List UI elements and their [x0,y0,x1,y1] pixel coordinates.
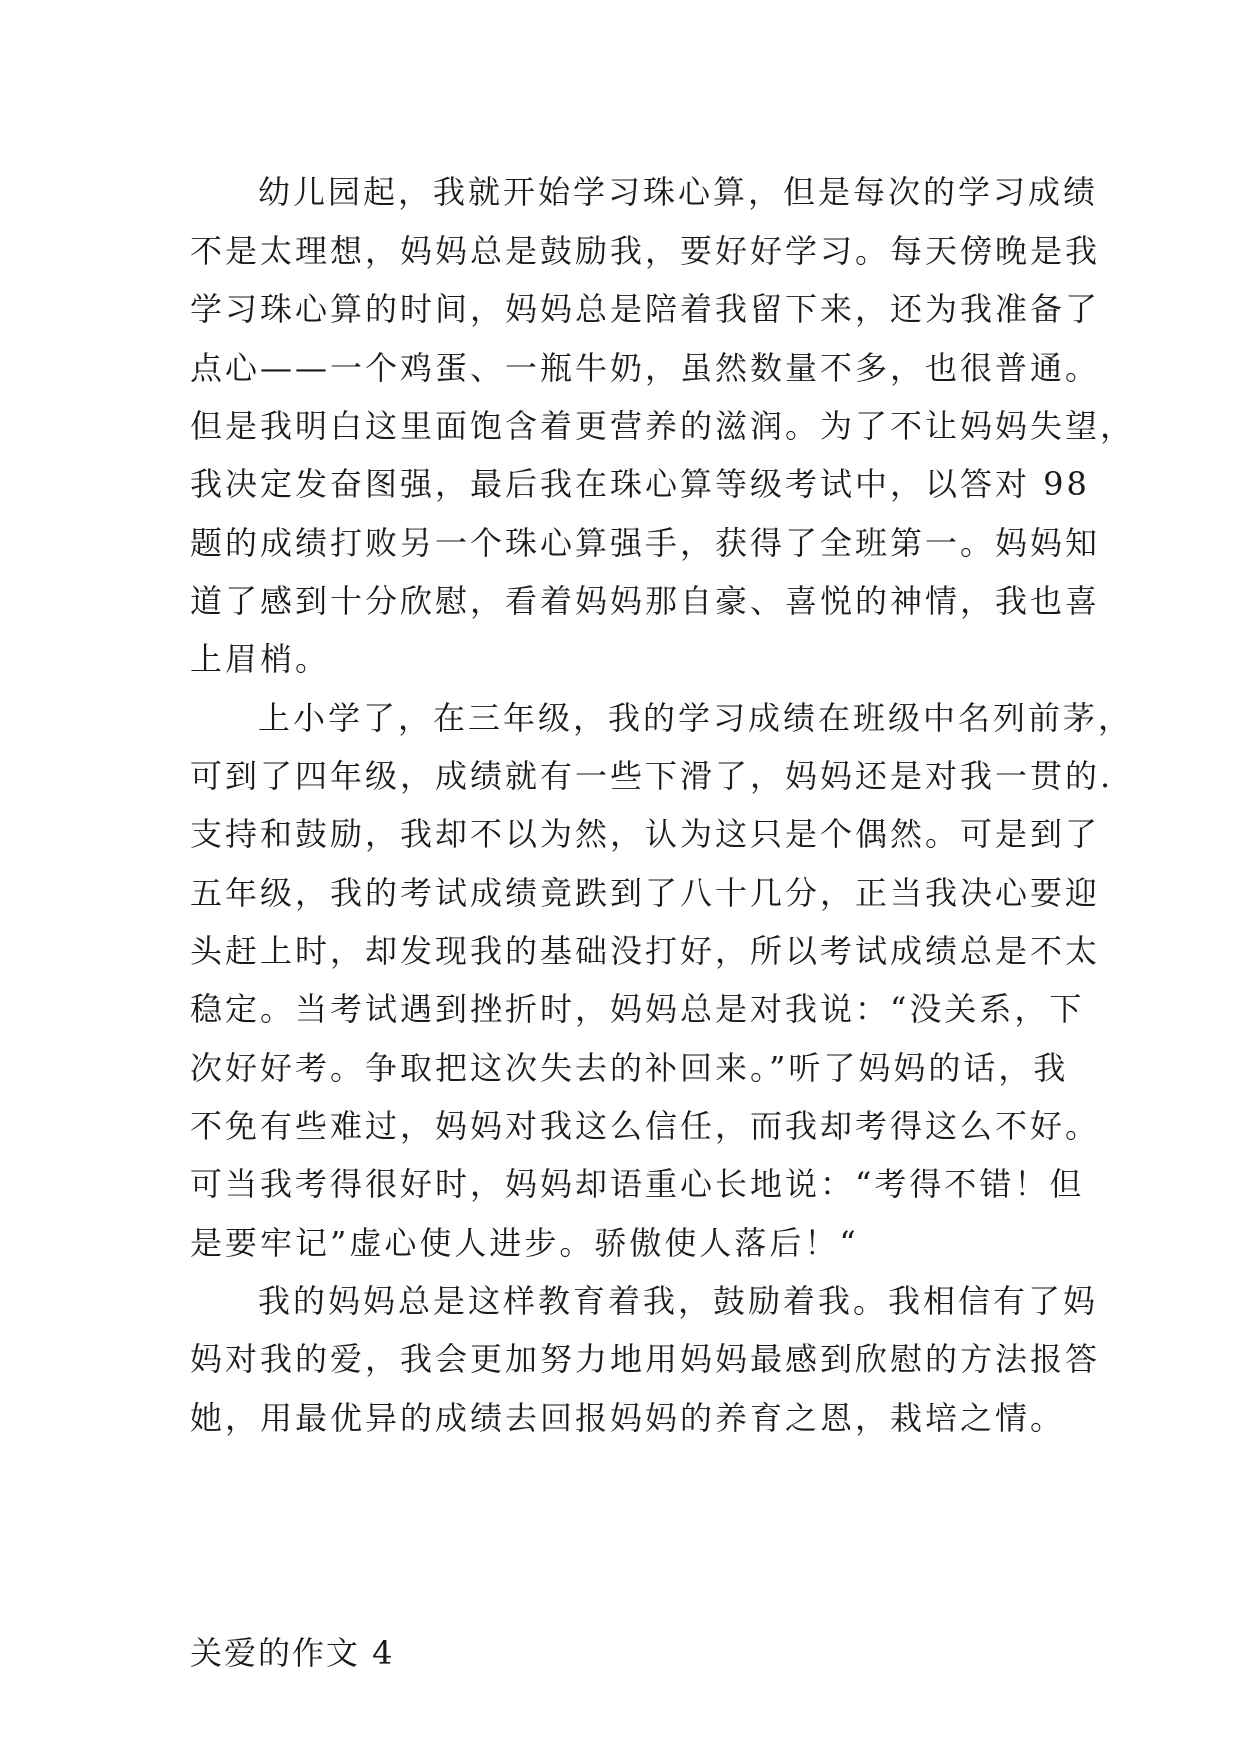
text-line-14: 头赶上时，却发现我的基础没打好，所以考试成绩总是不太 [190,932,1101,970]
text-line-9: 上眉梢。 [190,640,331,678]
text-line-18: 可当我考得很好时，妈妈却语重心长地说：“考得不错！但 [190,1165,1085,1203]
text-line-22: 她，用最优异的成绩去回报妈妈的养育之恩，栽培之情。 [190,1399,1066,1437]
text-line-7: 题的成绩打败另一个珠心算强手，获得了全班第一。妈妈知 [190,524,1101,562]
text-line-6: 我决定发奋图强，最后我在珠心算等级考试中，以答对 98 [190,465,1090,503]
text-line-5: 但是我明白这里面饱含着更营养的滋润。为了不让妈妈失望， [190,407,1136,445]
text-line-2: 不是太理想，妈妈总是鼓励我，要好好学习。每天傍晚是我 [190,232,1101,270]
text-line-8: 道了感到十分欣慰，看着妈妈那自豪、喜悦的神情，我也喜 [190,582,1101,620]
text-line-15: 稳定。当考试遇到挫折时，妈妈总是对我说：“没关系，下 [190,990,1085,1028]
text-line-1: 幼儿园起，我就开始学习珠心算，但是每次的学习成绩 [258,173,1099,211]
text-line-12: 支持和鼓励，我却不以为然，认为这只是个偶然。可是到了 [190,815,1101,853]
text-line-13: 五年级，我的考试成绩竟跌到了八十几分，正当我决心要迎 [190,874,1101,912]
next-section-heading: 关爱的作文 4 [190,1634,395,1672]
text-line-16: 次好好考。争取把这次失去的补回来。”听了妈妈的话，我 [190,1049,1069,1087]
text-line-3: 学习珠心算的时间，妈妈总是陪着我留下来，还为我准备了 [190,290,1101,328]
text-line-17: 不免有些难过，妈妈对我这么信任，而我却考得这么不好。 [190,1107,1101,1145]
text-line-20: 我的妈妈总是这样教育着我，鼓励着我。我相信有了妈 [258,1282,1099,1320]
text-line-21: 妈对我的爱，我会更加努力地用妈妈最感到欣慰的方法报答 [190,1340,1101,1378]
text-line-11: 可到了四年级，成绩就有一些下滑了，妈妈还是对我一贯的. [190,757,1114,795]
text-line-10: 上小学了，在三年级，我的学习成绩在班级中名列前茅， [258,699,1134,737]
text-line-4: 点心——一个鸡蛋、一瓶牛奶，虽然数量不多，也很普通。 [190,349,1101,387]
text-line-19: 是要牢记”虚心使人进步。骄傲使人落后！“ [190,1224,859,1262]
